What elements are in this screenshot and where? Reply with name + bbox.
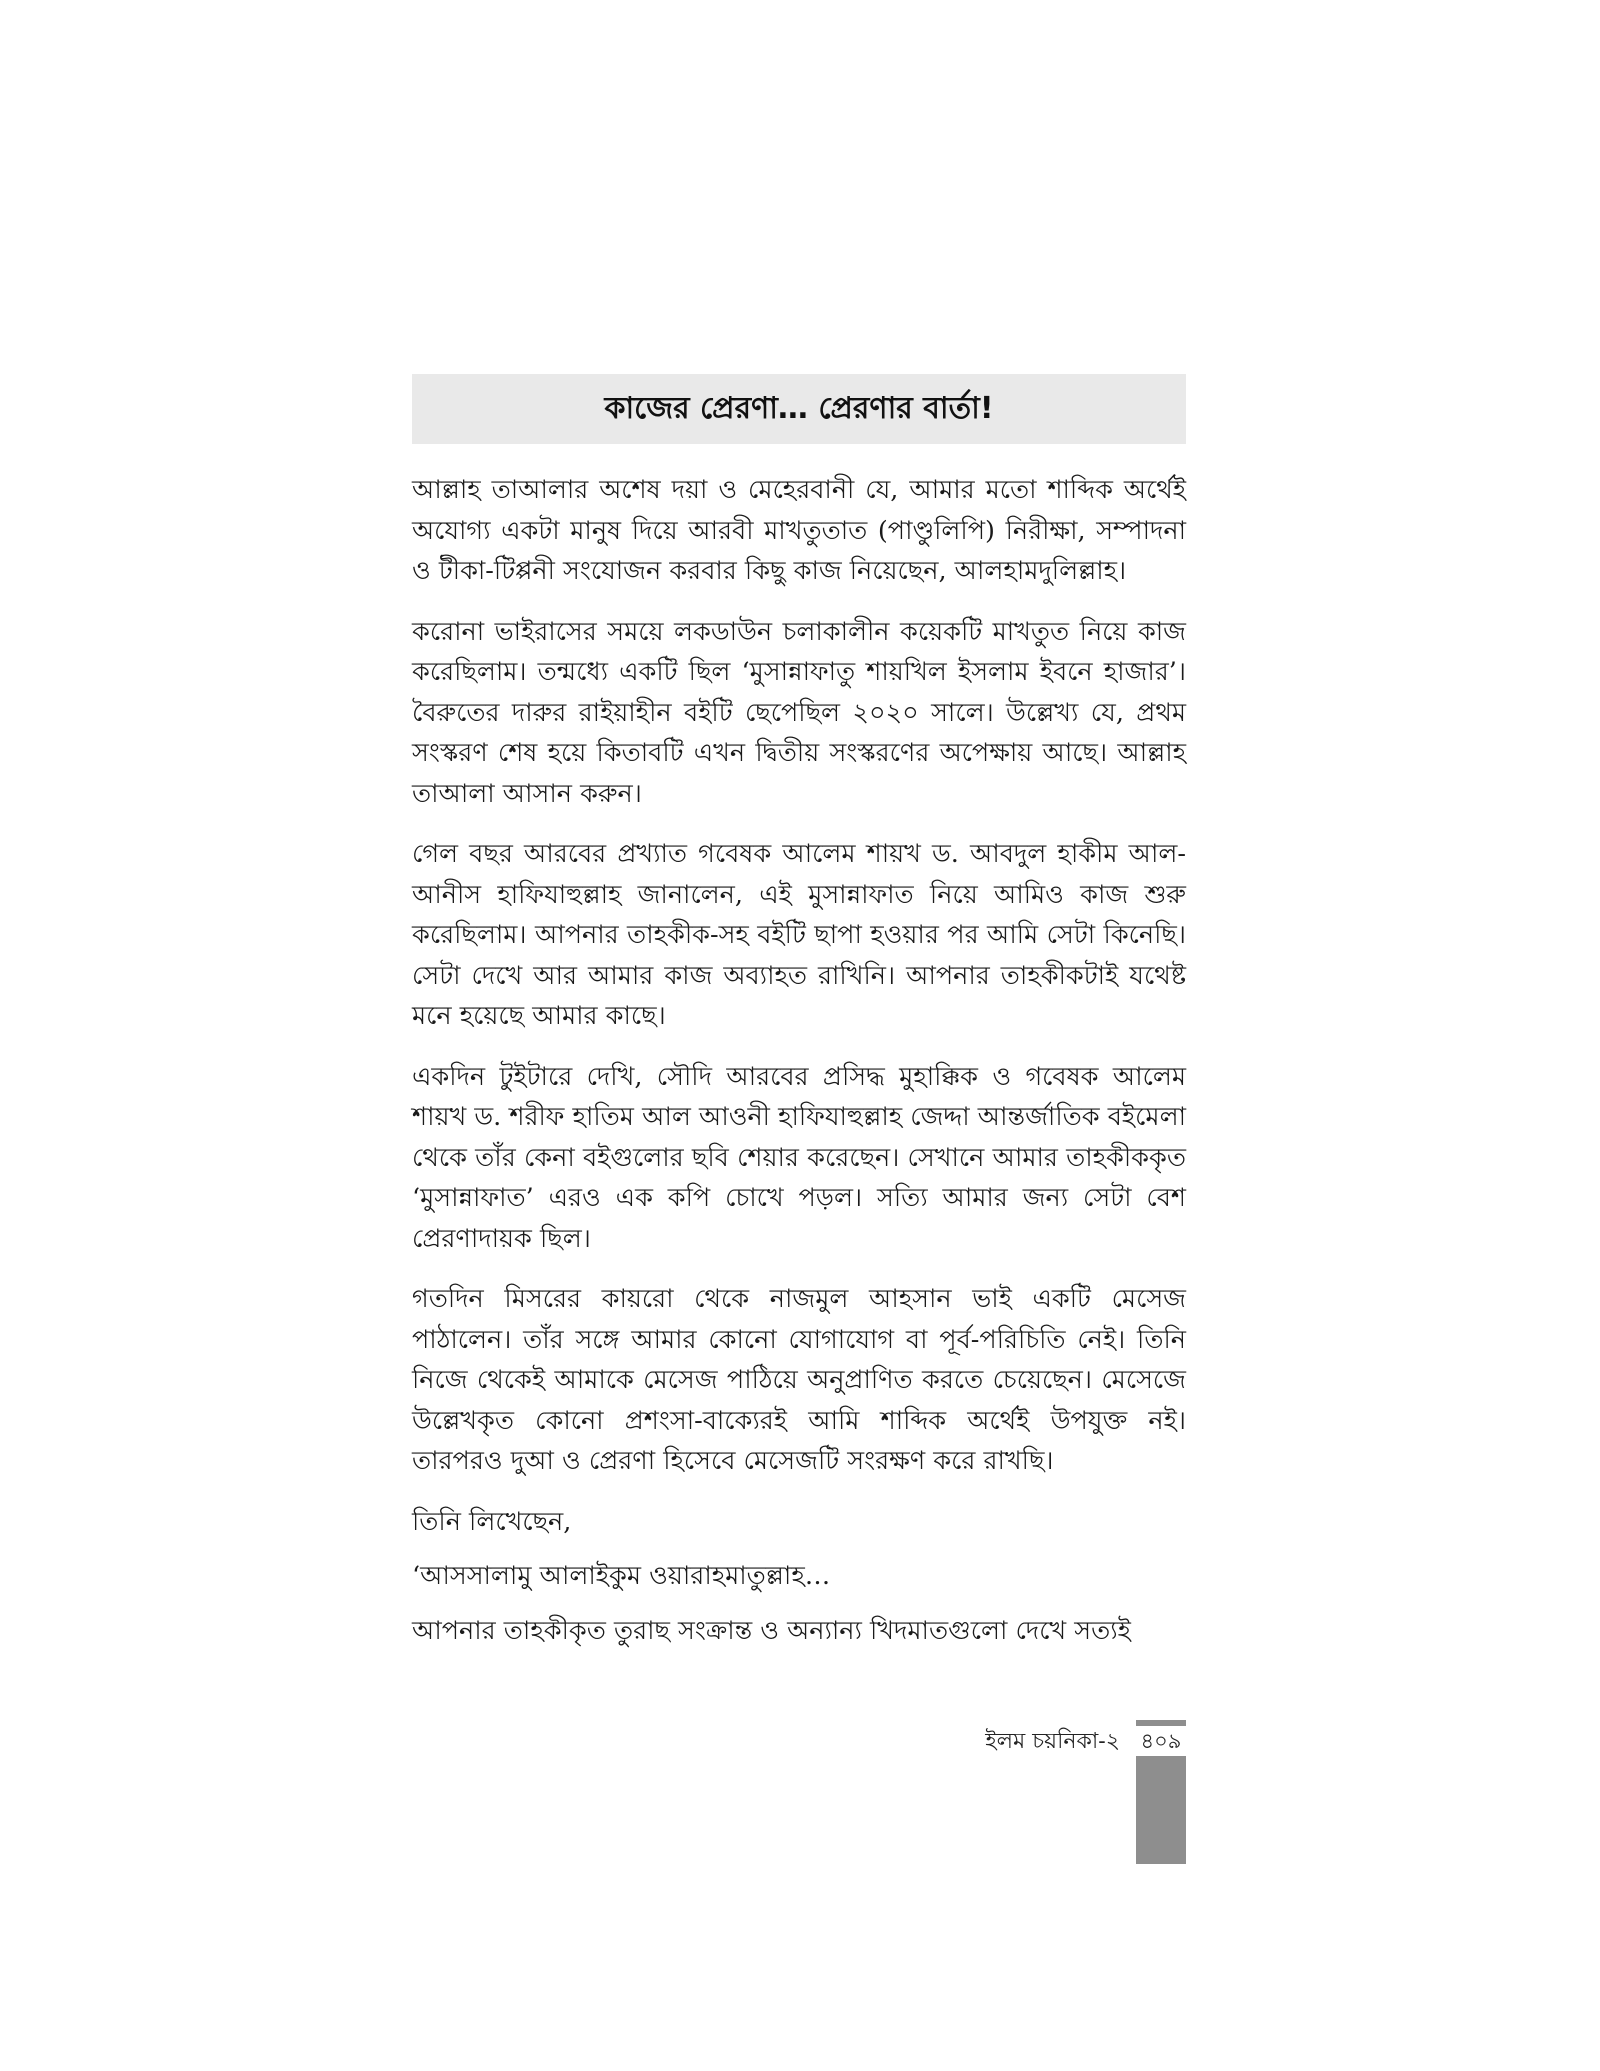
paragraph: করোনা ভাইরাসের সময়ে লকডাউন চলাকালীন কয়েকটি মাখতুত নিয়ে কাজ করেছিলাম। তন্মধ্যে একটি ছিল ‘মুসান্নাফাতু শায়খিল ইসলাম ইবনে হাজার’। বৈরুতের দারুর রাইয়াহীন বইটি ছেপেছিল ২০২০ সালে। উল্লেখ্য যে, প্রথম সংস্করণ শেষ হয়ে কিতাবটি এখন দ্বিতীয় সংস্করণের অপেক্ষায় আছে। আল্লাহ তাআলা আসান করুন। [412,616,1186,809]
paragraph: একদিন টুইটারে দেখি, সৌদি আরবের প্রসিদ্ধ মুহাক্কিক ও গবেষক আলেম শায়খ ড. শরীফ হাতিম আল আওনী হাফিযাহুল্লাহ জেদ্দা আন্তর্জাতিক বইমেলা থেকে তাঁর কেনা বইগুলোর ছবি শেয়ার করেছেন। সেখানে আমার তাহকীককৃত ‘মুসান্নাফাত’ এরও এক কপি চোখে পড়ল। সত্যি আমার জন্য সেটা বেশ প্রেরণাদায়ক ছিল। [412,1061,1186,1254]
chapter-title: কাজের প্রেরণা… প্রেরণার বার্তা! [604,390,994,426]
body-text [412,470,1186,1671]
page-number: ৪০৯ [1136,1722,1186,1756]
paragraph: তিনি লিখেছেন, [412,1506,572,1537]
paragraph: গতদিন মিসরের কায়রো থেকে নাজমুল আহসান ভাই একটি মেসেজ পাঠালেন। তাঁর সঙ্গে আমার কোনো যোগাযোগ বা পূর্ব-পরিচিতি নেই। তিনি নিজে থেকেই আমাকে মেসেজ পাঠিয়ে অনুপ্রাণিত করতে চেয়েছেন। মেসেজে উল্লেখকৃত কোনো প্রশংসা-বাক্যেরই আমি শাব্দিক অর্থেই উপযুক্ত নই। তারপরও দুআ ও প্রেরণা হিসেবে মেসেজটি সংরক্ষণ করে রাখছি। [412,1284,1186,1476]
paragraph: আপনার তাহকীকৃত তুরাছ সংক্রান্ত ও অন্যান্য খিদমাতগুলো দেখে সত্যই [412,1615,1131,1646]
paragraph: গেল বছর আরবের প্রখ্যাত গবেষক আলেম শায়খ ড. আবদুল হাকীম আল-আনীস হাফিযাহুল্লাহ জানালেন, এই মুসান্নাফাত নিয়ে আমিও কাজ শুরু করেছিলাম। আপনার তাহকীক-সহ বইটি ছাপা হওয়ার পর আমি সেটা কিনেছি। সেটা দেখে আর আমার কাজ অব্যাহত রাখিনি। আপনার তাহকীকটাই যথেষ্ট মনে হয়েছে আমার কাছে। [412,839,1186,1031]
paragraph: ‘আসসালামু আলাইকুম ওয়ারাহমাতুল্লাহ… [412,1561,831,1591]
chapter-title-bar [412,374,1186,444]
paragraph: আল্লাহ তাআলার অশেষ দয়া ও মেহেরবানী যে, আমার মতো শাব্দিক অর্থেই অযোগ্য একটা মানুষ দিয়ে আরবী মাখতুতাত (পাণ্ডুলিপি) নিরীক্ষা, সম্পাদনা ও টীকা-টিপ্পনী সংযোজন করবার কিছু কাজ নিয়েছেন, আলহামদুলিল্লাহ। [412,475,1186,586]
running-footer-book-title: ইলম চয়নিকা-২ [985,1729,1120,1754]
